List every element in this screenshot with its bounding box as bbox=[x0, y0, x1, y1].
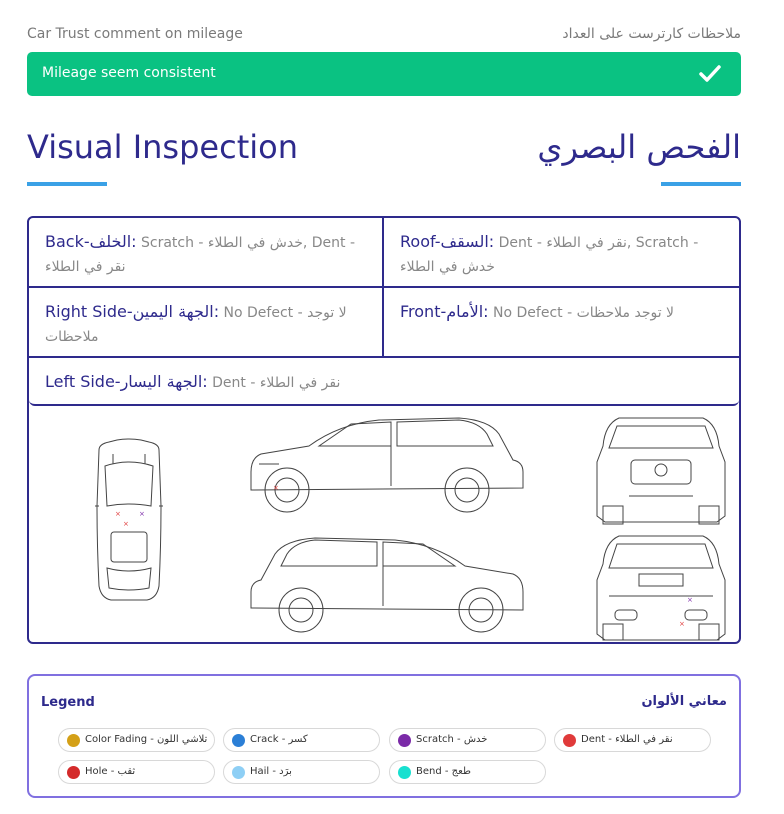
cell-label-back: Back-الخلف: bbox=[45, 232, 137, 251]
legend-item-label: Dent - نقر في الطلاء bbox=[581, 734, 673, 745]
car-front-view bbox=[597, 418, 725, 524]
inspection-cell-right-side bbox=[29, 288, 384, 358]
mileage-header bbox=[27, 26, 741, 44]
damage-marker-roof-dent-2: × bbox=[123, 520, 129, 528]
cell-value-left-side: Dent - نقر في الطلاء bbox=[212, 375, 341, 391]
cell-label-roof: Roof-السقف: bbox=[400, 232, 495, 251]
inspection-cell-roof bbox=[384, 218, 739, 288]
damage-marker-roof-dent: × bbox=[115, 510, 121, 518]
legend-item-label: Bend - طعج bbox=[416, 766, 471, 777]
damage-marker-back-dent: × bbox=[679, 620, 685, 628]
inspection-cell-back bbox=[29, 218, 384, 288]
hole-dot-icon bbox=[67, 766, 80, 779]
legend-item-bend bbox=[389, 760, 546, 784]
damage-marker-roof-scratch: × bbox=[139, 510, 145, 518]
inspection-table bbox=[29, 218, 739, 406]
legend-item-scratch bbox=[389, 728, 546, 752]
scratch-dot-icon bbox=[398, 734, 411, 747]
crack-dot-icon bbox=[232, 734, 245, 747]
inspection-panel bbox=[27, 216, 741, 644]
inspection-cell-left-side bbox=[29, 358, 739, 404]
legend-item-label: Hole - ثقب bbox=[85, 766, 136, 777]
inspection-cell-front bbox=[384, 288, 739, 358]
mileage-label-en: Car Trust comment on mileage bbox=[27, 26, 243, 42]
check-icon bbox=[699, 64, 721, 84]
legend-item-label: Crack - كسر bbox=[250, 734, 308, 745]
car-rear-view bbox=[597, 536, 725, 640]
legend-item-crack bbox=[223, 728, 380, 752]
title-underline-right bbox=[661, 182, 741, 186]
legend-item-dent bbox=[554, 728, 711, 752]
bend-dot-icon bbox=[398, 766, 411, 779]
cell-value-back: Scratch - خدش في الطلاء, Dent - نقر في الطلاء bbox=[45, 235, 356, 275]
hail-dot-icon bbox=[232, 766, 245, 779]
legend-title-ar: معاني الألوان bbox=[641, 694, 727, 709]
legend-item-label: Hail - برَد bbox=[250, 766, 292, 777]
legend-title-en: Legend bbox=[41, 695, 95, 710]
title-underline-left bbox=[27, 182, 107, 186]
legend-item-label: Scratch - خدش bbox=[416, 734, 488, 745]
visual-inspection-title-en: Visual Inspection bbox=[27, 128, 298, 166]
car-right-side-view bbox=[251, 418, 523, 512]
car-top-view bbox=[95, 439, 163, 600]
car-damage-diagram bbox=[29, 406, 739, 642]
color-fading-dot-icon bbox=[67, 734, 80, 747]
cell-label-right-side: Right Side-الجهة اليمين: bbox=[45, 302, 220, 321]
visual-inspection-title-ar: الفحص البصري bbox=[537, 128, 741, 166]
cell-label-left-side: Left Side-الجهة اليسار: bbox=[45, 372, 208, 391]
cell-value-right-side: No Defect - لا توجد ملاحظات bbox=[45, 305, 347, 345]
mileage-status-text: Mileage seem consistent bbox=[42, 65, 216, 81]
mileage-status-bar bbox=[27, 52, 741, 96]
legend-item-label: Color Fading - تلاشي اللون bbox=[85, 734, 208, 745]
cell-value-roof: Dent - نقر في الطلاء, Scratch - خدش في الطلاء bbox=[400, 235, 699, 275]
dent-dot-icon bbox=[563, 734, 576, 747]
cell-label-front: Front-الأمام: bbox=[400, 302, 489, 321]
damage-marker-back-scratch: × bbox=[687, 596, 693, 604]
legend-item-hail bbox=[223, 760, 380, 784]
cell-value-front: No Defect - لا توجد ملاحظات bbox=[493, 305, 675, 321]
car-left-side-view bbox=[251, 538, 523, 632]
legend-item-hole bbox=[58, 760, 215, 784]
damage-marker-side-dent: × bbox=[273, 484, 279, 492]
mileage-label-ar: ملاحظات كارترست على العداد bbox=[562, 26, 741, 42]
legend-panel bbox=[27, 674, 741, 798]
legend-item-color-fading bbox=[58, 728, 215, 752]
